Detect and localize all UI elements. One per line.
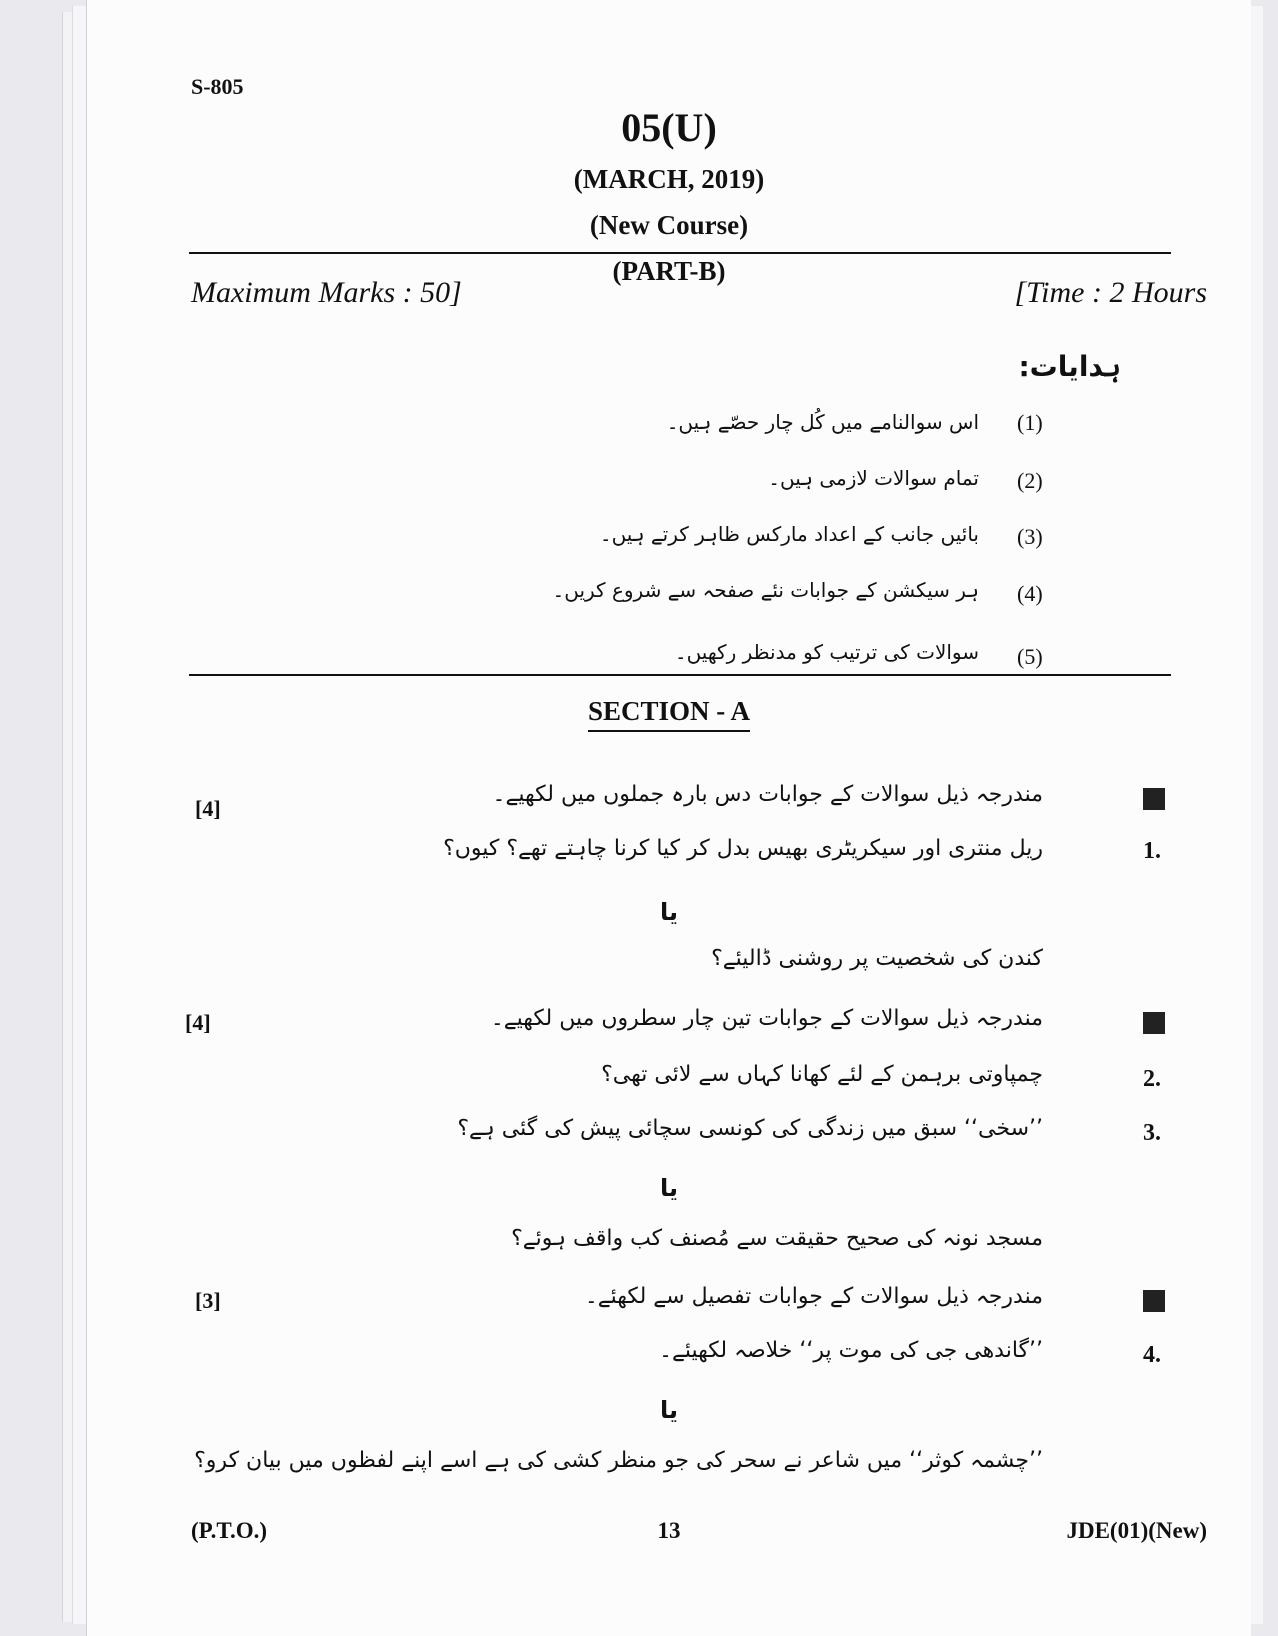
bullet-icon xyxy=(1143,788,1165,810)
instruction-number: (3) xyxy=(1017,524,1043,549)
or-separator: یا xyxy=(659,1396,679,1424)
paper-code: S-805 xyxy=(191,74,244,99)
marks-label: [4] xyxy=(195,796,221,821)
marks-label: [4] xyxy=(185,1010,211,1035)
question-number: 1. xyxy=(1143,838,1161,864)
instruction-number: (5) xyxy=(1017,644,1043,669)
question-number: 2. xyxy=(1143,1066,1161,1092)
group-instruction: مندرجہ ذیل سوالات کے جوابات تین چار سطروں میں لکھیے۔ xyxy=(490,1006,1043,1031)
pto-label: (P.T.O.) xyxy=(191,1518,268,1543)
question-text: چمپاوتی برہمن کے لئے کھانا کہاں سے لائی تھی؟ xyxy=(601,1062,1043,1087)
instruction-text: بائیں جانب کے اعداد مارکس ظاہر کرتے ہیں۔ xyxy=(599,522,979,546)
exam-date: (MARCH, 2019) xyxy=(573,164,765,194)
paper-footer-code: JDE(01)(New) xyxy=(1066,1518,1207,1543)
course-label: (New Course) xyxy=(589,210,749,240)
question-text: ریل منتری اور سیکریٹری بھیس بدل کر کیا کرنا چاہتے تھے؟ کیوں؟ xyxy=(443,836,1043,861)
group-instruction: مندرجہ ذیل سوالات کے جوابات تفصیل سے لکھئے۔ xyxy=(584,1284,1043,1309)
time-allowed: [Time : 2 Hours xyxy=(1014,276,1207,309)
maximum-marks: Maximum Marks : 50] xyxy=(191,276,462,309)
question-number: 3. xyxy=(1143,1120,1161,1146)
header-rule xyxy=(189,252,1171,254)
or-separator: یا xyxy=(659,1174,679,1202)
question-number: 4. xyxy=(1143,1342,1161,1368)
instruction-text: سوالات کی ترتیب کو مدنظر رکھیں۔ xyxy=(674,640,979,664)
instruction-number: (2) xyxy=(1017,468,1043,493)
question-text: ’’گاندھی جی کی موت پر‘‘ خلاصہ لکھیئے۔ xyxy=(659,1338,1043,1363)
marks-label: [3] xyxy=(195,1288,221,1313)
bullet-icon xyxy=(1143,1012,1165,1034)
group-instruction: مندرجہ ذیل سوالات کے جوابات دس بارہ جملوں میں لکھیے۔ xyxy=(492,782,1043,807)
instruction-text: اس سوالنامے میں کُل چار حصّے ہیں۔ xyxy=(666,410,979,434)
page-number: 13 xyxy=(657,1518,681,1543)
alternate-question: مسجد نونہ کی صحیح حقیقت سے مُصنف کب واقف ہوئے؟ xyxy=(511,1226,1043,1251)
exam-page xyxy=(86,0,1251,1636)
instructions-rule xyxy=(189,674,1171,676)
instruction-text: ہر سیکشن کے جوابات نئے صفحہ سے شروع کریں۔ xyxy=(552,578,979,602)
alternate-question: ’’چشمہ کوثر‘‘ میں شاعر نے سحر کی جو منظر کشی کی ہے اسے اپنے لفظوں میں بیان کرو؟ xyxy=(194,1448,1043,1473)
subject-code: 05(U) xyxy=(621,105,717,150)
instruction-number: (1) xyxy=(1017,410,1043,435)
bullet-icon xyxy=(1143,1290,1165,1312)
instruction-text: تمام سوالات لازمی ہیں۔ xyxy=(768,466,979,490)
section-title: SECTION - A xyxy=(87,696,1251,727)
instruction-number: (4) xyxy=(1017,581,1043,606)
or-separator: یا xyxy=(659,898,679,926)
instructions-heading: ہدایات: xyxy=(1018,350,1121,383)
question-text: ’’سخی‘‘ سبق میں زندگی کی کونسی سچائی پیش کی گئی ہے؟ xyxy=(457,1116,1043,1141)
part-label: (PART-B) xyxy=(612,256,726,286)
alternate-question: کندن کی شخصیت پر روشنی ڈالیئے؟ xyxy=(711,946,1043,971)
